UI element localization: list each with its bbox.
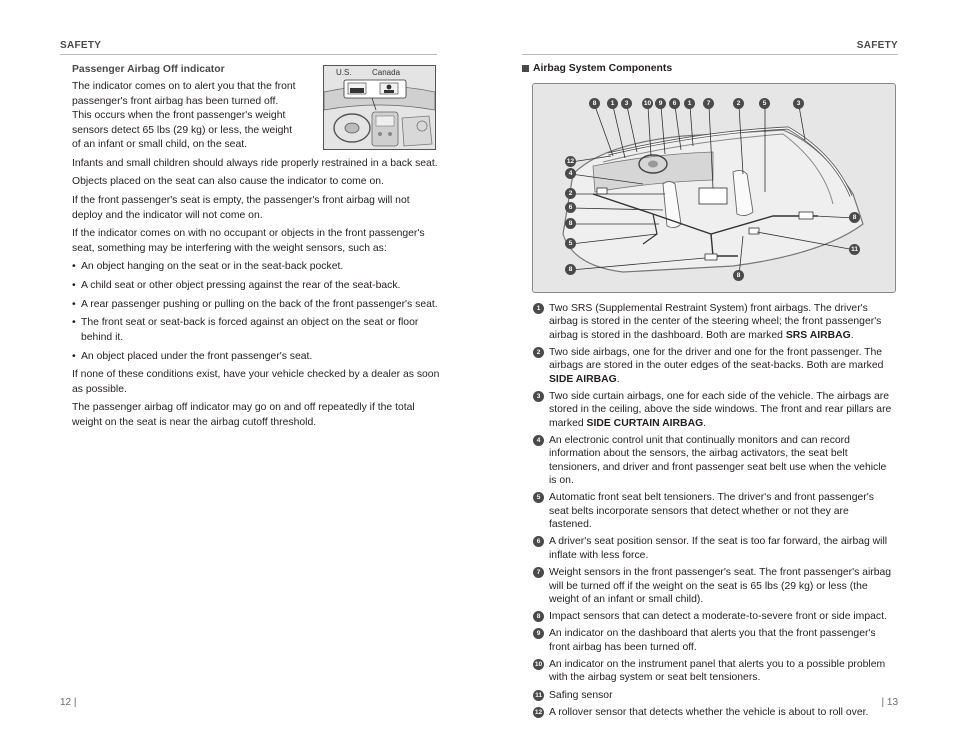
callout-badge: 6 [565,202,576,213]
component-marking: SIDE AIRBAG [549,373,617,385]
bullet-list [72,260,440,364]
body-paragraph: The passenger airbag off indicator may go on and off repeatedly if the total weight on the seat is near the airbag cutoff threshold. [72,402,415,428]
body-paragraph: If the front passenger's seat is empty, the passenger's front airbag will not deploy and the indicator will not come on. [72,195,410,221]
callout-badge: 2 [565,188,576,199]
bullet-dot-icon: • [72,261,76,273]
square-bullet-icon [522,65,529,72]
bullet-item [72,350,440,364]
bullet-item [72,279,440,293]
component-item [533,346,893,386]
body-paragraph: Objects placed on the seat can also cause the indicator to come on. [72,176,384,188]
callout-badge: 9 [655,98,666,109]
component-number-badge: 5 [533,492,544,503]
component-marking: SIDE CURTAIN AIRBAG [586,417,704,429]
callout-badge: 8 [849,212,860,223]
callout-badge: 3 [793,98,804,109]
component-marking: SRS AIRBAG [785,329,851,341]
component-item [533,535,893,562]
bullet-item [72,298,440,312]
component-description: An electronic control unit that continually monitors and can record information about the sensors, the airbag activators, the seat belt tensioners, and driver and front passenger seat belt use when the vehicle is on. [549,435,887,487]
body-paragraph: Infants and small children should always ride properly restrained in a back seat. [72,157,438,169]
intro-paragraph: The indicator comes on to alert you that the front passenger's front airbag has been turned off. This occurs when the front passenger's weight sensors detect 65 lbs (29 kg) or less, the weight of an infant or small child, on the seat. [72,81,296,151]
component-item [533,434,893,488]
component-text [549,302,893,342]
callout-badge: 1 [684,98,695,109]
dashboard-drawing [324,66,435,149]
component-description: Two side curtain airbags, one for each side of the vehicle. The airbags are stored in the ceiling, above the side windows. The front and rear pillars are marked [549,391,892,429]
component-item [533,566,893,606]
bullet-item [72,316,440,345]
section-subheading: Passenger Airbag Off indicator [72,64,225,75]
callout-badge: 10 [643,100,652,107]
component-description: Two SRS (Supplemental Restraint System) front airbags. The driver's airbag is stored in the center of the steering wheel; the front passenger's airbag is stored in the dashboard. Both are marked [549,303,882,341]
page-number-right: | 13 [881,697,898,708]
component-number-badge: 1 [533,303,544,314]
component-item [533,706,893,719]
section-title-text: Airbag System Components [533,63,673,74]
component-item [533,689,893,702]
component-description: A driver's seat position sensor. If the seat is too far forward, the airbag will inflate with less force. [549,536,888,561]
callout-badge: 5 [759,98,770,109]
component-description: An indicator on the instrument panel that alerts you to a possible problem with the airbag system or seat belt tensioners. [549,658,886,684]
component-text [549,491,893,531]
bullet-text: An object placed under the front passenger's seat. [81,350,313,362]
callout-badge: 1 [607,98,618,109]
bullet-dot-icon: • [72,298,76,310]
component-number-badge: 9 [533,628,544,639]
component-text [549,566,893,606]
paragraph-group-1 [72,157,440,256]
component-number-badge: 7 [533,567,544,578]
component-text [549,346,893,386]
callout-badge: 8 [565,218,576,229]
component-text [549,610,887,623]
callout-badge: 8 [565,264,576,275]
body-paragraph: If the indicator comes on with no occupant or objects in the front passenger's seat, something may be interfering with the weight sensors, such as: [72,228,425,254]
right-page-header [522,63,900,74]
component-text [549,706,868,719]
component-text [549,434,893,488]
component-number-badge: 6 [533,536,544,547]
component-description: An indicator on the dashboard that alerts you that the front passenger's front airbag has been turned off. [549,628,876,653]
component-tail: . [616,373,620,385]
component-number-badge: 2 [533,347,544,358]
callout-badge: 7 [703,98,714,109]
component-description: Safing sensor [549,689,613,701]
callout-badge: 8 [589,98,600,109]
body-paragraph: If none of these conditions exist, have your vehicle checked by a dealer as soon as possible. [72,369,440,395]
bullet-text: A rear passenger pushing or pulling on the back of the front passenger's seat. [81,298,438,310]
component-description: A rollover sensor that detects whether the vehicle is about to roll over. [549,706,869,718]
component-text [549,627,893,654]
component-text [549,658,893,685]
bullet-text: A child seat or other object pressing against the rear of the seat-back. [81,280,401,292]
bullet-dot-icon: • [72,317,76,329]
vehicle-cutaway-drawing [533,84,895,292]
component-tail: . [703,417,707,429]
dashboard-indicator-illustration [323,65,436,150]
callout-badge: 5 [565,238,576,249]
component-description: Two side airbags, one for the driver and one for the front passenger. The airbags are stored in the outer edges of the seat-backs. Both are marked [549,347,884,372]
header-rule-left [60,54,437,55]
component-number-badge: 8 [533,611,544,622]
page-header-right: SAFETY [856,40,898,51]
component-number-badge: 4 [533,435,544,446]
header-rule-right [522,54,898,55]
component-description: Automatic front seat belt tensioners. The driver's and front passenger's seat belts incorporate sensors that detect whether or not they are fastened. [549,492,874,531]
component-text [549,689,613,702]
component-description: Impact sensors that can detect a moderate-to-severe front or side impact. [549,611,887,623]
bullet-text: An object hanging on the seat or in the seat-back pocket. [81,261,344,273]
component-item [533,302,893,342]
component-number-badge: 11 [533,690,544,701]
bullet-item [72,260,440,274]
canada-label: Canada [372,68,401,77]
component-description: Weight sensors in the front passenger's seat. The front passenger's airbag will be turned off if the weight on the seat is 65 lbs (29 kg) or less (the weight of an infant or small child). [549,567,892,605]
callout-badge: 11 [849,244,860,255]
callout-badge: 4 [565,168,576,179]
bullet-dot-icon: • [72,280,76,292]
component-item [533,610,893,623]
us-label: U.S. [336,68,352,77]
callout-badge: 3 [621,98,632,109]
component-text [549,390,893,430]
component-list [533,302,893,723]
component-number-badge: 12 [534,708,543,716]
component-item [533,390,893,430]
callout-badge: 12 [566,158,575,165]
section-title [522,63,900,74]
component-item [533,627,893,654]
component-number-badge: 10 [534,660,543,668]
callout-badge: 8 [733,270,744,281]
component-item [533,491,893,531]
component-text [549,535,893,562]
callout-badge: 6 [669,98,680,109]
airbag-components-illustration [532,83,896,293]
paragraph-group-2 [72,368,440,430]
bullet-dot-icon: • [72,350,76,362]
page-header-left: SAFETY [60,40,102,51]
page-number-left: 12 | [60,697,77,708]
component-tail: . [850,329,854,341]
component-number-badge: 3 [533,391,544,402]
callout-badge: 2 [733,98,744,109]
component-item [533,658,893,685]
bullet-text: The front seat or seat-back is forced against an object on the seat or floor behind it. [81,317,419,343]
